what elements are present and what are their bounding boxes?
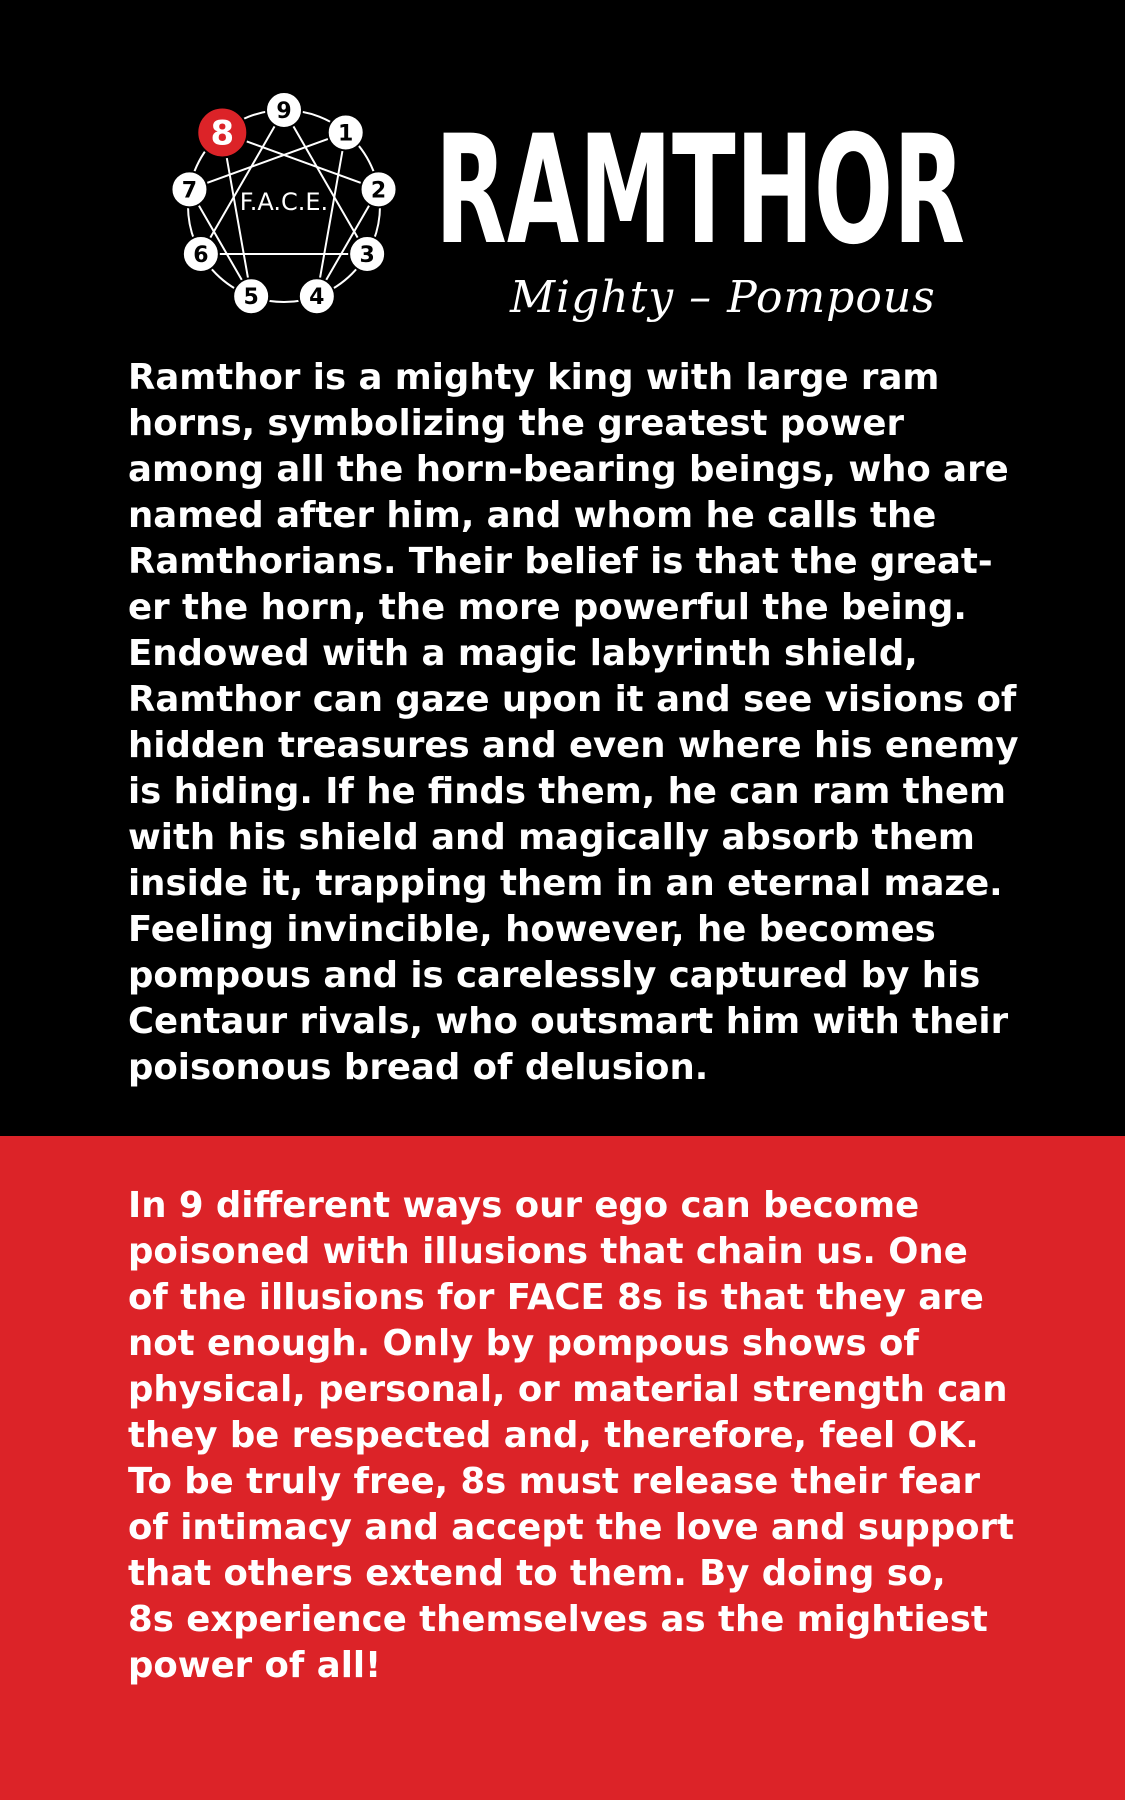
enneagram-node-8 (197, 107, 247, 157)
lesson-line: poisoned with illusions that chain us. One (128, 1231, 968, 1272)
enneagram-number: 5 (243, 285, 259, 311)
character-title (430, 110, 970, 260)
story-line: hidden treasures and even where his enemy (128, 725, 1019, 766)
story-line: Ramthor is a mighty king with large ram (128, 357, 940, 398)
lesson-line: that others extend to them. By doing so, (128, 1553, 946, 1594)
lesson-line: physical, personal, or material strength can (128, 1369, 1008, 1410)
enneagram-node-3 (349, 236, 385, 272)
lesson-line: In 9 different ways our ego can become (128, 1185, 920, 1226)
lesson-line: 8s experience themselves as the mightiest (128, 1599, 988, 1640)
lesson-line: of intimacy and accept the love and support (128, 1507, 1015, 1548)
story-line: horns, symbolizing the greatest power (128, 403, 905, 444)
enneagram-number: 9 (276, 99, 292, 124)
enneagram-number: 7 (181, 178, 198, 204)
story-line: with his shield and magically absorb them (128, 817, 975, 858)
story-line: poisonous bread of delusion. (128, 1047, 709, 1088)
enneagram-number: 1 (338, 121, 354, 147)
story-line: Centaur rivals, who outsmart him with their (128, 1001, 1009, 1042)
enneagram-node-1 (328, 114, 364, 150)
lesson-line: power of all! (128, 1645, 382, 1686)
enneagram-number: 2 (370, 178, 387, 204)
story-line: Endowed with a magic labyrinth shield, (128, 633, 918, 674)
story-line: Feeling invincible, however, he becomes (128, 909, 936, 950)
story-line: among all the horn-bearing beings, who are (128, 449, 1009, 490)
character-subtitle: Mighty – Pompous (510, 272, 936, 323)
story-line: is hiding. If he finds them, he can ram them (128, 771, 1007, 812)
enneagram-number: 4 (309, 285, 325, 311)
story-line: inside it, trapping them in an eternal maze. (128, 863, 1003, 904)
story-paragraph (128, 355, 1028, 1091)
lesson-line: To be truly free, 8s must release their fear (128, 1461, 981, 1502)
enneagram-number: 8 (210, 113, 235, 154)
lesson-line: of the illusions for FACE 8s is that they are (128, 1277, 984, 1318)
lesson-paragraph (128, 1183, 1028, 1689)
story-line: pompous and is carelessly captured by his (128, 955, 981, 996)
enneagram-node-7 (171, 171, 207, 207)
story-line: er the horn, the more powerful the being. (128, 587, 967, 628)
enneagram-node-2 (361, 171, 397, 207)
story-line: named after him, and whom he calls the (128, 495, 937, 536)
enneagram-number: 3 (359, 243, 375, 268)
face-label: F.A.C.E. (239, 188, 329, 216)
enneagram-node-5 (233, 278, 269, 314)
lesson-line: they be respected and, therefore, feel OK. (128, 1415, 979, 1456)
character-name: RAMTHOR (435, 110, 965, 260)
enneagram-node-4 (299, 278, 335, 314)
enneagram-node-9 (266, 92, 302, 128)
enneagram-logo (170, 80, 410, 330)
lesson-line: not enough. Only by pompous shows of (128, 1323, 919, 1364)
story-line: Ramthorians. Their belief is that the great- (128, 541, 993, 582)
story-line: Ramthor can gaze upon it and see visions of (128, 679, 1017, 720)
enneagram-number: 6 (193, 243, 209, 268)
enneagram-node-6 (183, 236, 219, 272)
